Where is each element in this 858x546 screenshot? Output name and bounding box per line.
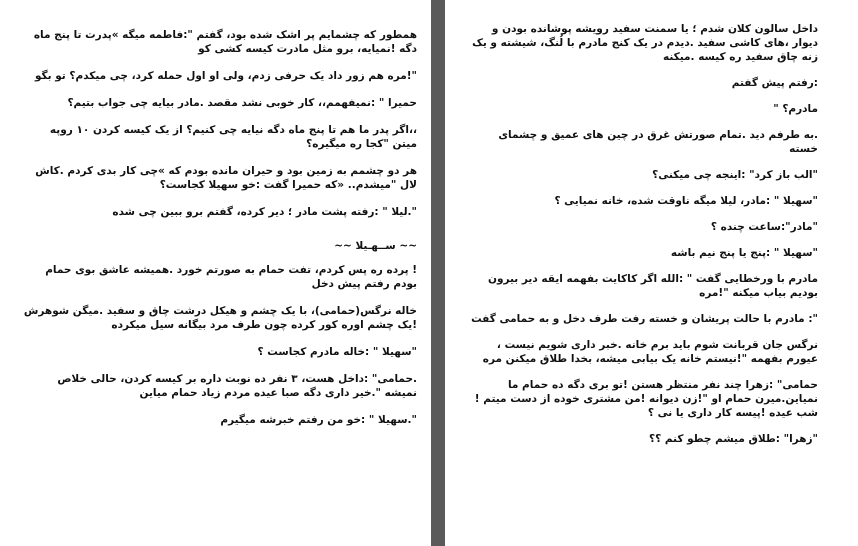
left-paragraph-5: هر دو چشمم به زمین بود و حیران مانده بودم که »چی کار بدی کردم .کاش لال "میشدم.. «که حمیرا گفت :خو سهیلا کجاست؟	[35, 165, 417, 191]
right-paragraph-6: "سهیلا " :مادر، لیلا میگه ناوقت شده، خانه نمیایی ؟	[554, 195, 818, 207]
right-paragraph-10: ": مادرم با حالت پریشان و خسته رفت طرف دخل و به حمامی گفت	[471, 313, 818, 325]
right-page	[445, 0, 858, 546]
right-paragraph-11: نرگس جان قربانت شوم باید برم خانه .خبر داری شویم نیست ، عیورم بفهمه "!نیستم خانه یک بیابی میشه، بخدا طلاق میکنن مره	[482, 339, 818, 365]
right-paragraph-13: "زهرا" :طلاق میشم چطو کنم ؟؟	[648, 433, 818, 445]
left-paragraph-4: ،،اگر پدر ما هم تا پنج ماه دگه نیایه چی کنیم؟ از یک کیسه کردن ۱۰ روپه میتن "کجا ره میگیره؟	[49, 124, 417, 150]
right-paragraph-2: :رفتم پیش گفتم	[731, 77, 818, 89]
right-paragraph-3: مادرم؟ "	[773, 103, 818, 115]
page-gutter	[431, 0, 445, 546]
left-paragraph-9: "سهیلا " :خاله مادرم کجاست ؟	[257, 346, 417, 358]
left-paragraph-8: خاله نرگس(حمامی)، با یک چشم و هیکل درشت چاق و سفید .میگن شوهرش !یک چشم اوره کور کرده چون طرف مرد بیگانه سیل میکرده	[23, 305, 417, 331]
right-paragraph-7: "مادر":ساعت چنده ؟	[710, 221, 818, 233]
right-paragraph-1: داخل سالون کلان شدم ؛ یا سمنت سفید رویشه پوشانده بودن و دیوار ،های کاشی سفید .دیدم در یک کنج مادرم با لُنگ، شیشته و یک زنه چاق سفید ره کیسه .میکنه	[472, 23, 818, 63]
left-paragraph-6: ".لیلا " :رفته پشت مادر ؛ دیر کرده، گفتم برو ببین چی شده	[112, 206, 417, 218]
left-paragraph-11: ".سهیلا " :خو من رفتم خبرشه میگیرم	[220, 414, 417, 426]
left-paragraph-7: ! پرده ره پس کردم، تفت حمام به صورتم خورد .همیشه عاشق بوی حمام بودم رفتم پیش دخل	[45, 264, 417, 290]
right-paragraph-5: "الب باز کرد" :اینجه چی میکنی؟	[652, 169, 818, 181]
right-paragraph-12: حمامی" :زهرا چند نفر منتظر هستن !تو بری دگه ده حمام ما نمیاین.میرن حمام او "!زن دیوانه !من مشتری خوده از دست میتم !شب عیده !پیسه کار داری یا نی ؟	[474, 379, 818, 419]
right-paragraph-4: .به طرفم دید .تمام صورتش غرق در چین های عمیق و چشمای خسته	[498, 129, 818, 155]
left-paragraph-3: حمیرا " :نمیفهمم،، کار خوبی نشد مقصد .مادر بیایه چی جواب بتیم؟	[67, 97, 417, 109]
right-paragraph-8: "سهیلا " :پنج یا پنج نیم باشه	[670, 247, 818, 259]
left-paragraph-1: همطور که چشمایم پر اشک شده بود، گفتم ":فاطمه میگه »پدرت تا پنج ماه دگه !نمیایه، برو مثل مادرت کیسه کشی کو	[33, 29, 417, 55]
left-paragraph-2: "!مره هم زور داد یک حرفی زدم، ولی او اول حمله کرد، چی میکدم؟ تو بگو	[34, 70, 417, 82]
left-paragraph-10: .حمامی" :داخل هست، ۳ نفر ده نوبت داره بر کیسه کردن، حالی خلاص نمیشه ".خیر داری دگه صبا عیده مردم زیاد حمام میاین	[57, 373, 417, 399]
right-paragraph-9: مادرم با ورخطایی گفت " :الله اگر کاکایت بفهمه ایقه دیر بیرون بودیم بیاب میکنه "!مره	[488, 273, 818, 299]
section-heading: ~~ ســهـیلا ~~	[334, 240, 417, 252]
